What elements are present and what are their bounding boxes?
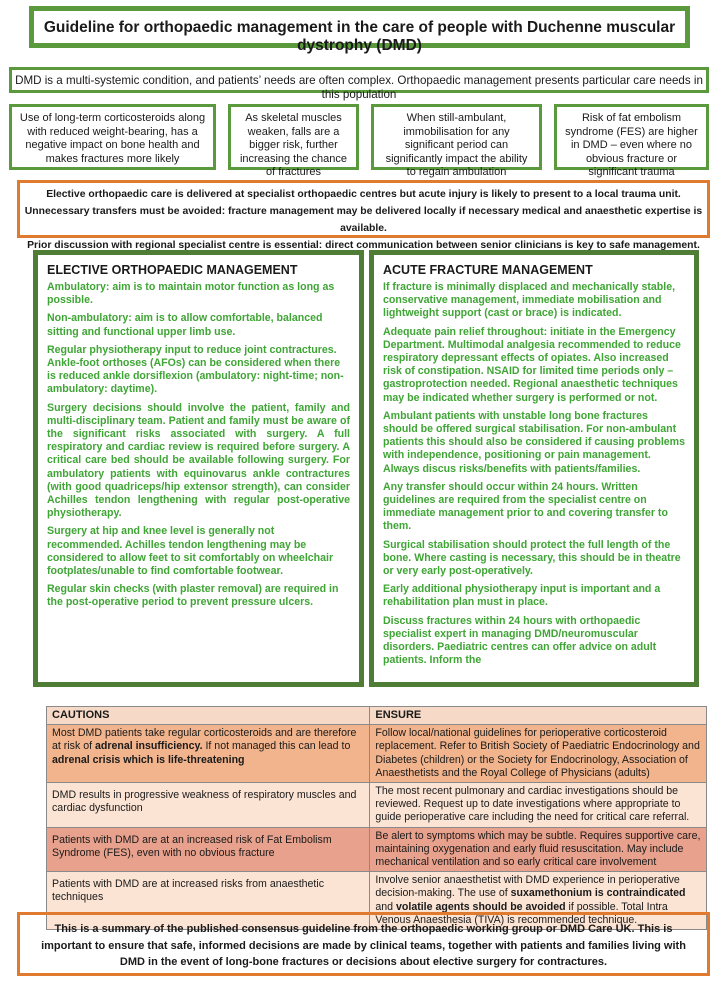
acute-paragraph: Discuss fractures within 24 hours with orthopaedic specialist expert in managing DMD/neuromuscular disorders. Paediatric centres can offer advice on adult patients. Inform the [383, 614, 657, 667]
cautions-table-wrap [46, 706, 707, 930]
care-notice-line: Unnecessary transfers must be avoided: fracture management may be delivered locally if necessary medical and anaesthetic expertise is available. [24, 206, 703, 234]
fact-text: When still-ambulant, immobilisation for any significant period can significantly impact the ability to regain ambulation [385, 112, 528, 178]
table-row [47, 725, 707, 783]
caution-cell: DMD results in progressive weakness of respiratory muscles and cardiac dysfunction [47, 783, 370, 828]
acute-paragraph: Any transfer should occur within 24 hours. Written guidelines are required from the specialist centre on immediate management prior to and covering transfer to them. [383, 480, 668, 533]
acute-paragraph: Early additional physiotherapy input is important and a rehabilitation plan must in place. [383, 583, 661, 609]
table-row [47, 783, 707, 828]
fact-text: Use of long-term corticosteroids along with reduced weight-bearing, has a negative impact on bone health and makes fractures more likely [19, 112, 206, 165]
title-box [29, 6, 690, 54]
cautions-table [46, 706, 707, 930]
ensure-cell: Follow local/national guidelines for perioperative corticosteroid replacement. Refer to British Society of Paediatric Endocrinology and Diabetes (children) or the Society for Endocrinology, Association of Anaesthetists and the Royal College of Physicians (adults) [370, 725, 707, 783]
ensure-cell: Be alert to symptoms which may be subtle. Requires supportive care, maintaining oxygenation and early fluid resuscitation. May include mechanical ventilation and so early critical care involvement [370, 827, 707, 872]
caution-cell: Patients with DMD are at an increased risk of Fat Embolism Syndrome (FES), even with no obvious fracture [47, 827, 370, 872]
elective-paragraph: Surgery decisions should involve the patient, family and multi-disciplinary team. Patient and family must be aware of the significant risks associated with surgery. A full respiratory and cardiac review is required before surgery. A critical care bed should be available following surgery. For ambulatory patients with equinovarus ankle contractures (with good quadriceps/hip extensor strength), can consider Achilles tendon lengthening with regular post-operative physiotherapy. [47, 401, 350, 520]
fact-text: Risk of fat embolism syndrome (FES) are higher in DMD – even where no obvious fracture or significant trauma [565, 112, 698, 178]
care-notice-line: Elective orthopaedic care is delivered at specialist orthopaedic centres but acute injury is likely to present to a local trauma unit. [46, 189, 681, 200]
acute-paragraph: Ambulant patients with unstable long bone fractures should be offered surgical stabilisation. For non-ambulant patients this should also be considered if causing problems with independence, positioning or pain management. Always discus risks/benefits with patients/families. [383, 409, 685, 475]
fact-box-1 [9, 104, 216, 170]
fact-text: As skeletal muscles weaken, falls are a bigger risk, further increasing the chance of fractures [239, 112, 347, 178]
acute-heading: ACUTE FRACTURE MANAGEMENT [383, 263, 593, 277]
elective-paragraph: Regular physiotherapy input to reduce joint contractures. Ankle-foot orthoses (AFOs) can be considered when there is reduced ankle dorsiflexion (ambulatory: night-time; non-ambulatory: daytime). [47, 343, 344, 396]
elective-paragraph: Ambulatory: aim is to maintain motor function as long as possible. [47, 281, 335, 307]
acute-paragraph: If fracture is minimally displaced and mechanically stable, conservative management, immediate mobilisation and lightweight support (cast or brace) is indicated. [383, 281, 676, 320]
caution-cell: Most DMD patients take regular corticosteroids and are therefore at risk of adrenal insufficiency. If not managed this can lead to adrenal crisis which is life-threatening [47, 725, 370, 783]
ensure-cell: The most recent pulmonary and cardiac investigations should be reviewed. Request up to date investigations where appropriate to guide perioperative care including the need for critical care referral. [370, 783, 707, 828]
acute-paragraph: Adequate pain relief throughout: initiate in the Emergency Department. Multimodal analgesia recommended to reduce respiratory depressant effects of opiates. Also increased risk of constipation. NSAID for limited time periods only – gastroprotection needed. Regional anaesthetic techniques may be indicated whether surgery is performed or not. [383, 325, 681, 404]
acute-paragraph: Surgical stabilisation should protect the full length of the bone. Where casting is necessary, this should be in theatre or very early post-operatively. [383, 538, 681, 578]
ensure-cell: Involve senior anaesthetist with DMD experience in perioperative decision-making. The use of suxamethonium is contraindicated and volatile agents should be avoided if possible. Total Intra Venous Anaesthesia (TIVA) is recommended technique. [370, 872, 707, 930]
care-notice-line: Prior discussion with regional specialist centre is essential: direct communication between senior clinicians is key to safe management. [27, 240, 700, 251]
intro-text: DMD is a multi-systemic condition, and patients’ needs are often complex. Orthopaedic management presents particular care needs in this population [15, 74, 703, 101]
summary-text: This is a summary of the published consensus guideline from the orthopaedic working group or DMD Care UK. This is important to ensure that safe, informed decisions are made by clinical teams, together with patients and families living with DMD in the event of long-bone fractures or decisions about elective surgery for contractures. [41, 923, 686, 968]
elective-panel [33, 250, 364, 687]
fact-box-2 [228, 104, 359, 178]
acute-panel [369, 250, 699, 687]
elective-paragraph: Non-ambulatory: aim is to allow comfortable, balanced sitting and functional upper limb use. [47, 312, 323, 338]
elective-paragraph: Surgery at hip and knee level is generally not recommended. Achilles tendon lengthening may be considered to allow feet to sit comfortably on wheelchair footplates/unable to find comfortable footwear. [47, 525, 334, 578]
fact-box-3 [371, 104, 542, 178]
caution-cell: Patients with DMD are at increased risks from anaesthetic techniques [47, 872, 370, 930]
table-row [47, 827, 707, 872]
cautions-header: CAUTIONS [47, 707, 370, 725]
summary-box [17, 912, 710, 976]
care-notice-box [17, 180, 710, 251]
elective-heading: ELECTIVE ORTHOPAEDIC MANAGEMENT [47, 263, 298, 277]
page-title: Guideline for orthopaedic management in the care of people with Duchenne muscular dystrophy (DMD) [43, 19, 676, 54]
ensure-header: ENSURE [370, 707, 707, 725]
intro-box [9, 67, 709, 101]
fact-box-4 [554, 104, 709, 178]
elective-paragraph: Regular skin checks (with plaster removal) are required in the post-operative period to prevent pressure ulcers. [47, 583, 339, 609]
